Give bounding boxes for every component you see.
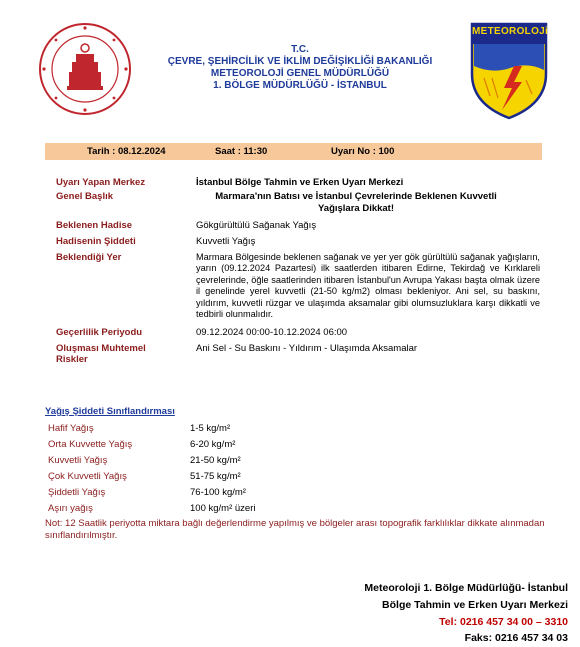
classification-row-value: 6-20 kg/m² [190,439,236,450]
general-title-value-line1: Marmara'nın Batısı ve İstanbul Çevrelerinde Beklenen Kuvvetli [215,191,497,202]
event-label: Beklenen Hadise [56,220,133,231]
time-text: Saat : 11:30 [215,146,268,157]
ministry-seal-logo [38,22,132,116]
classification-row-label: Hafif Yağış [48,423,94,434]
classification-note: Not: 12 Saatlik periyotta miktara bağlı değerlendirme yapılmış ve bölgeler arası topografik farklılıklar dikkate alınmadan sınıflandırılmıştır. [45,518,545,541]
footer-office: Meteoroloji 1. Bölge Müdürlüğü- İstanbul [364,582,568,594]
classification-row-label: Çok Kuvvetli Yağış [48,471,127,482]
classification-row-value: 1-5 kg/m² [190,423,231,434]
risks-value: Ani Sel - Su Baskını - Yıldırım - Ulaşımda Aksamalar [196,343,418,354]
severity-value: Kuvvetli Yağış [196,236,256,247]
validity-label: Geçerlilik Periyodu [56,327,143,338]
header-directorate: METEOROLOJİ GENEL MÜDÜRLÜĞÜ [210,68,390,79]
place-label: Beklendiği Yer [56,252,122,263]
meteoroloji-shield-logo [470,22,548,120]
header-line-tc: T.C. [291,44,309,55]
classification-row-value: 76-100 kg/m² [190,487,246,498]
general-title-label: Genel Başlık [56,191,114,202]
classification-row-label: Aşırı yağış [48,503,93,514]
severity-label: Hadisenin Şiddeti [56,236,136,247]
event-value: Gökgürültülü Sağanak Yağış [196,220,317,231]
risks-label-line1: Oluşması Muhtemel [56,343,146,354]
logo-right-text: METEOROLOJi [472,26,549,37]
footer-fax: Faks: 0216 457 34 03 [464,632,568,644]
center-value: İstanbul Bölge Tahmin ve Erken Uyarı Merkezi [196,177,404,188]
header-region: 1. BÖLGE MÜDÜRLÜĞÜ - İSTANBUL [213,80,387,91]
classification-row-value: 21-50 kg/m² [190,455,241,466]
classification-row-value: 100 kg/m² üzeri [190,503,256,514]
center-label: Uyarı Yapan Merkez [56,177,146,188]
info-bar [45,143,542,160]
classification-row-label: Kuvvetli Yağış [48,455,108,466]
footer-center: Bölge Tahmin ve Erken Uyarı Merkezi [382,599,568,611]
risks-label-line2: Riskler [56,354,88,365]
classification-title: Yağış Şiddeti Sınıflandırması [45,406,175,417]
general-title-value-line2: Yağışlara Dikkat! [317,203,395,214]
header-ministry: ÇEVRE, ŞEHİRCİLİK VE İKLİM DEĞİŞİKLİĞİ BAKANLIĞI [167,56,433,67]
footer-phone: Tel: 0216 457 34 00 – 3310 [439,616,568,628]
warning-number-text: Uyarı No : 100 [331,146,395,157]
classification-row-value: 51-75 kg/m² [190,471,241,482]
validity-value: 09.12.2024 00:00-10.12.2024 06:00 [196,327,348,338]
date-text: Tarih : 08.12.2024 [87,146,166,157]
classification-row-label: Orta Kuvvette Yağış [48,439,133,450]
place-value: Marmara Bölgesinde beklenen sağanak ve yer yer gök gürültülü sağanak yağışların, yarın (09.12.2024 Pazartesi) ilk saatlerden itibaren Edirne, Tekirdağ ve Kırklareli çevrelerinde, öğle saatlerinden itibaren İstanbul'un Avrupa Yakası başta olmak üzere il genelinde yerel kuvvetli (21-50 kg/m2) olması bekleniyor. Ani sel, su baskını, yıldırım, kuvvetli rüzgar ve ulaşımda aksamalar gibi olumsuzluklara karşı dikkatli ve tedbirli olunmalıdır. [196,252,540,320]
classification-row-label: Şiddetli Yağış [48,487,106,498]
